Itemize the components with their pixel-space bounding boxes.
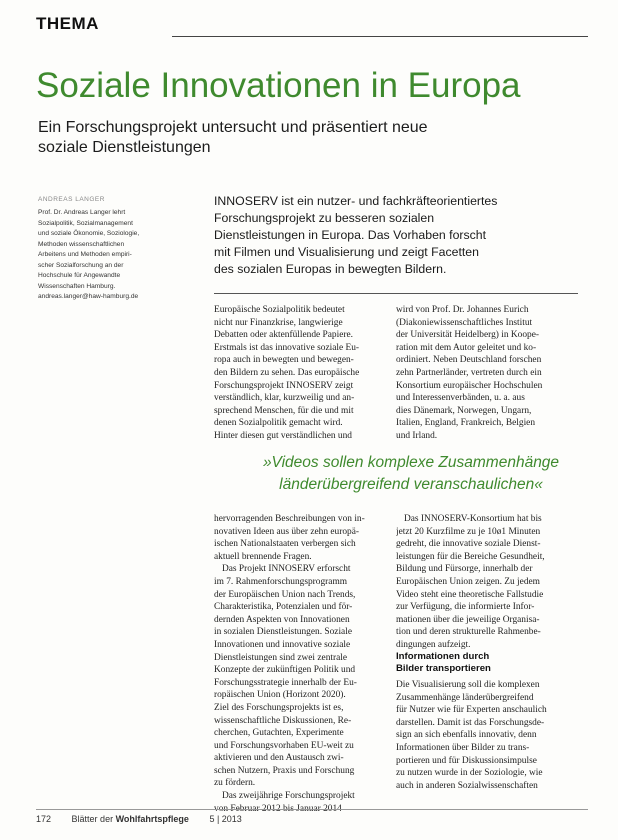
text-line: den Bildern zu sehen. Das europäische (214, 367, 360, 378)
text-line: Innovationen und innovative soziale (214, 639, 351, 650)
text-line: Italien, England, Frankreich, Belgien (396, 418, 536, 429)
intro-paragraph (214, 193, 574, 278)
text-line: Die Visualisierung soll die komplexen (396, 680, 540, 690)
text-line: ropäischen Union (Horizont 2020). (214, 690, 346, 701)
magazine-name-a: Blätter der (71, 814, 116, 824)
text-line: zu nutzen wurde in der Soziologie, wie (396, 768, 543, 779)
author-bio-line: Prof. Dr. Andreas Langer lehrt (38, 209, 126, 216)
author-bio-line: andreas.langer@haw-hamburg.de (38, 293, 139, 300)
subheading-line: Informationen durch (396, 651, 490, 662)
text-line: zur Verfügung, die informierte Infor- (396, 602, 535, 613)
text-line: Konzepte der zukünftigen Politik und (214, 665, 356, 676)
text-line: der Europäischen Union nach Trends, (214, 589, 356, 600)
text-line: Forschungsprojekt INNOSERV zeigt (214, 380, 354, 391)
issue-number: 5 | 2013 (209, 814, 242, 824)
quote-line: »Videos sollen komplexe Zusammenhänge (262, 454, 560, 471)
text-line: Konsortium europäischer Hochschulen (396, 380, 543, 391)
text-line: tion und deren strukturelle Rahmenbe- (396, 627, 541, 638)
text-line: Debatten oder aktenfüllende Papiere. (214, 330, 353, 341)
text-line: Hinter diesen gut verständlichen und (214, 430, 352, 441)
text-line: gedreht, die innovative soziale Dienst- (396, 539, 541, 550)
text-line: Dienstleistungen sind zwei zentrale (214, 652, 348, 663)
text-line: und Interessenverbänden, u. a. aus (396, 393, 525, 404)
text-line: cherchen, Gutachten, Experimente (214, 728, 344, 739)
section-rule (172, 36, 588, 37)
text-line: Erstmals ist das innovative soziale Eu- (214, 342, 360, 353)
intro-line: des sozialen Europas in bewegten Bildern. (214, 262, 447, 276)
text-line: darstellen. Damit ist das Forschungsde- (396, 717, 545, 728)
text-line: wird von Prof. Dr. Johannes Eurich (396, 305, 529, 315)
text-line: ordiniert. Neben Deutschland forschen (396, 355, 542, 366)
author-bio-line: scher Sozialforschung an der (38, 261, 124, 269)
text-line: ropa auch in bewegten und bewegen- (214, 355, 354, 366)
author-bio-line: Wissenschaften Hamburg. (38, 282, 116, 290)
text-line: im 7. Rahmenforschungsprogramm (214, 576, 348, 587)
text-line: Zusammenhänge länderübergreifend (396, 692, 534, 703)
text-line: mationen über die jeweilige Organisa- (396, 614, 540, 625)
text-line: sprechend Menschen, für die und mit (214, 405, 354, 416)
text-line: zu fördern. (214, 778, 256, 789)
author-bio-line: Methoden wissenschaftlichen (38, 240, 125, 248)
text-line: Europäischen Union zeigen. Zu jedem (396, 576, 540, 587)
subheading (396, 651, 581, 675)
body-column-2 (396, 304, 581, 443)
text-line: Bildung und Fürsorge, innerhalb der (396, 564, 533, 575)
magazine-name (72, 814, 189, 824)
text-line: dernden Aspekten von Innovationen (214, 614, 350, 625)
author-bio (38, 208, 198, 303)
magazine-name-b: Wohlfahrtspflege (115, 814, 189, 824)
author-name: ANDREAS LANGER (38, 196, 105, 203)
intro-line: Forschungsprojekt zu besseren sozialen (214, 211, 435, 225)
text-line: portieren und für Diskussionsimpulse (396, 755, 537, 766)
subheading-line: Bilder transportieren (396, 663, 491, 674)
text-line: novativen Ideen aus über zehn europä- (214, 526, 359, 537)
text-line: Europäische Sozialpolitik bedeutet (214, 305, 345, 315)
text-line: Forschungsstrategie innerhalb der Eu- (214, 677, 357, 688)
text-line: (Diakoniewissenschaftliches Institut (396, 317, 533, 328)
text-line: schen Nutzern, Praxis und Forschung (214, 765, 355, 776)
body-column-3 (214, 513, 394, 815)
text-line: und Irland. (396, 430, 438, 441)
text-line: wissenschaftliche Diskussionen, Re- (214, 715, 352, 726)
text-line: aktuell brennende Fragen. (214, 551, 312, 562)
text-line: Video steht eine theoretische Fallstudie (396, 589, 544, 600)
text-line: hervorragenden Beschreibungen von in- (214, 514, 365, 524)
quote-line: länderübergreifend veranschaulichen« (279, 476, 543, 493)
text-line: Das Projekt INNOSERV erforscht (222, 564, 351, 575)
author-bio-line: und soziale Ökonomie, Soziologie, (38, 230, 140, 237)
text-line: verständlich, klar, kurzweilig und an- (214, 393, 355, 404)
intro-rule (214, 293, 578, 294)
author-bio-line: Arbeitens und Methoden empiri- (38, 251, 132, 258)
text-line: aktivieren und den Austausch zwi- (214, 753, 344, 764)
page-subtitle: Ein Forschungsprojekt untersucht und präsentiert neue soziale Dienstleistungen (38, 119, 428, 156)
text-line: leistungen für die Bereiche Gesundheit, (396, 551, 545, 562)
text-line: Charakteristika, Potenzialen und för- (214, 602, 353, 613)
text-line: sign an sich ebenfalls innovativ, denn (396, 730, 537, 741)
text-line: dingungen aufzeigt. (396, 639, 471, 650)
text-line: denen Sozialpolitik gemacht wird. (214, 418, 343, 429)
page-title: Soziale Innovationen in Europa (36, 66, 521, 105)
text-line: zehn Partnerländer, vertreten durch ein (396, 367, 542, 378)
text-line: in sozialen Dienstleistungen. Soziale (214, 627, 352, 638)
text-line: auch in anderen Sozialwissenschaften (396, 780, 538, 791)
body-column-4b (396, 679, 581, 792)
text-line: ischen Nationalstaaten verbergen sich (214, 539, 356, 550)
section-label: THEMA (36, 14, 99, 33)
intro-line: Dienstleistungen in Europa. Das Vorhaben forscht (214, 228, 487, 242)
footer (36, 814, 260, 824)
body-column-1 (214, 304, 394, 443)
text-line: Informationen über Bilder zu trans- (396, 742, 530, 753)
text-line: und Forschungsvorhaben EU-weit zu (214, 740, 354, 751)
intro-line: INNOSERV ist ein nutzer- und fachkräfteorientiertes (214, 194, 498, 208)
text-line: ration mit dem Autor geleitet und ko- (396, 342, 537, 353)
text-line: der Universität Heidelberg) in Koope- (396, 330, 540, 341)
text-line: für Nutzer wie für Experten anschaulich (396, 705, 547, 716)
pull-quote (236, 452, 586, 496)
text-line: Das INNOSERV-Konsortium hat bis (404, 514, 542, 524)
intro-line: mit Filmen und Visualisierung und zeigt Facetten (214, 245, 479, 259)
text-line: Das zweijährige Forschungsprojekt (222, 791, 355, 802)
page-number: 172 (36, 814, 52, 824)
text-line: von Februar 2012 bis Januar 2014 (214, 803, 342, 814)
footer-rule (36, 809, 588, 810)
author-bio-line: Sozialpolitik, Sozialmanagement (38, 219, 133, 227)
body-column-4a (396, 513, 581, 652)
text-line: Ziel des Forschungsprojekts ist es, (214, 702, 344, 713)
text-line: jetzt 20 Kurzfilme zu je 10ø1 Minuten (396, 526, 541, 537)
text-line: dies Dänemark, Norwegen, Ungarn, (396, 405, 532, 416)
text-line: nicht nur Finanzkrise, langwierige (214, 317, 343, 328)
author-bio-line: Hochschule für Angewandte (38, 272, 121, 279)
